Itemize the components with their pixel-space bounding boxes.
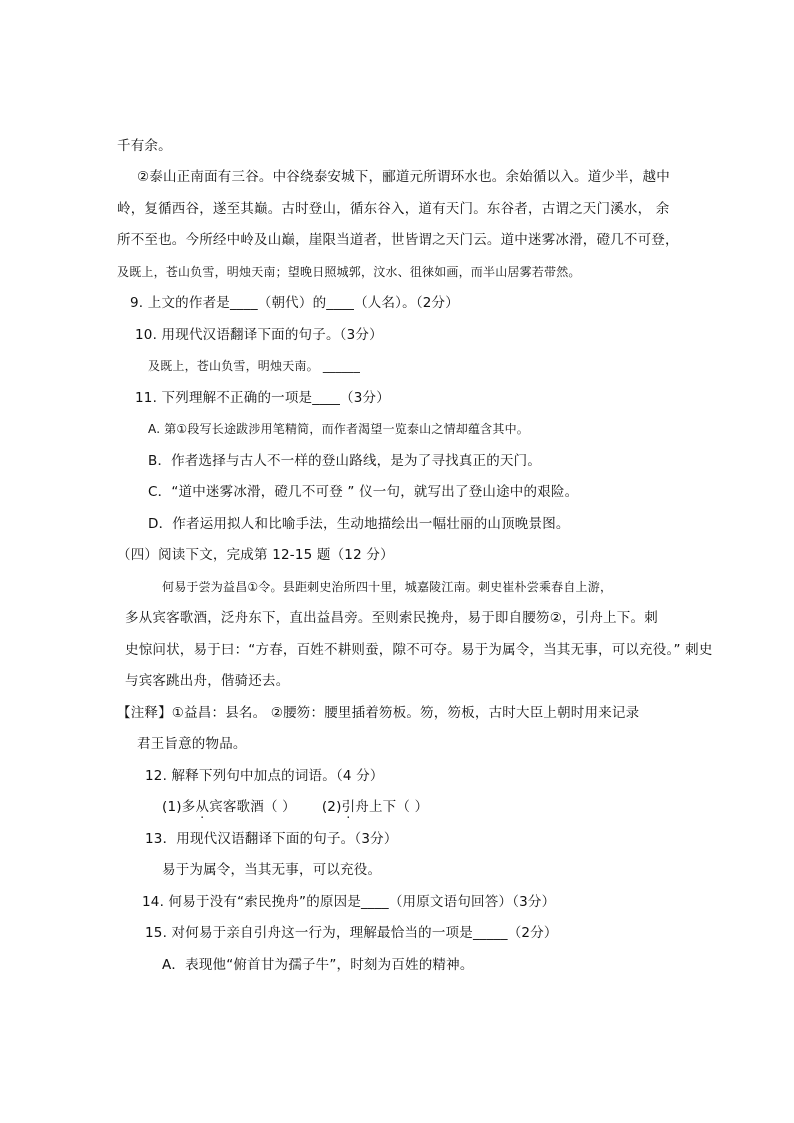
passage-2-line-2: 多从宾客歌酒，泛舟东下，直出益昌旁。至则索民挽舟，易于即自腰笏②，引舟上下。刺 [125,610,658,626]
question-9: 9. 上文的作者是____（朝代）的____（人名）。（2分） [130,295,459,311]
question-13: 13．用现代汉语翻译下面的句子。（3分） [145,831,398,847]
item-2-prefix: (2) [321,799,342,815]
passage-2-line-4: 与宾客跳出舟，偕骑还去。 [125,673,290,689]
question-11-option-c: C．“道中迷雾冰滑，磴几不可登 ” 仪一句，就写出了登山途中的艰险。 [148,484,579,500]
question-15-option-a: A．表现他“俯首甘为孺子牛”，时刻为百姓的精神。 [162,957,474,973]
question-11-option-b: B．作者选择与古人不一样的登山路线，是为了寻找真正的天门。 [148,453,542,469]
item-1-suffix: 宾客歌酒（ ） [209,799,296,815]
dotted-char-1: 从 [195,799,210,815]
passage-line-1: 千有余。 [117,138,172,154]
question-15: 15. 对何易于亲自引舟这一行为，理解最恰当的一项是_____（2分） [145,925,558,941]
annotation-line-1: 【注释】①益昌：县名。 ②腰笏：腰里插着笏板。笏，笏板，古时大臣上朝时用来记录 [117,705,640,721]
annotation-line-2: 君王旨意的物品。 [137,736,247,752]
question-12-items [162,797,428,817]
passage-line-3: 岭，复循西谷，遂至其巅。古时登山，循东谷入，道有天门。东谷者，古谓之天门溪水， 余 [117,201,670,217]
question-14: 14. 何易于没有“索民挽舟”的原因是____（用原文语句回答）（3分） [142,894,556,910]
question-10-sentence: 及既上，苍山负雪，明烛天南。 ______ [148,359,361,373]
item-2-suffix: 舟上下（ ） [355,799,429,815]
question-12: 12. 解释下列句中加点的词语。（4 分） [145,768,384,784]
question-11: 11. 下列理解不正确的一项是____（3分） [135,390,390,406]
passage-2-line-1: 何易于尝为益昌①令。县距刺史治所四十里，城嘉陵江南。刺史崔朴尝乘春自上游， [162,580,613,594]
passage-line-5: 及既上，苍山负雪，明烛天南；望晚日照城郭，汶水、徂徕如画，而半山居雾若带然。 [117,265,581,279]
section-4-heading: （四）阅读下文，完成第 12-15 题（12 分） [117,547,394,563]
passage-line-4: 所不至也。今所经中岭及山巅，崖限当道者，世皆谓之天门云。道中迷雾冰滑，磴几不可登， [117,232,679,248]
passage-line-2: ②泰山正南面有三谷。中谷绕泰安城下，郦道元所谓环水也。余始循以入。道少半，越中 [137,169,670,185]
item-1-prefix: (1)多 [162,799,196,815]
dotted-char-2: 引 [341,799,356,815]
question-11-option-d: D．作者运用拟人和比喻手法，生动地描绘出一幅壮丽的山顶晚景图。 [148,516,570,532]
question-10: 10. 用现代汉语翻译下面的句子。（3分） [135,327,383,343]
passage-2-line-3: 史惊问状，易于曰：“方春，百姓不耕则蚕，隙不可夺。易于为属令，当其无事，可以充役。” 刺史 [125,642,713,658]
question-13-sentence: 易于为属令，当其无事，可以充役。 [162,862,382,878]
question-11-option-a: A. 第①段写长途跋涉用笔精简，而作者渴望一览泰山之情却蕴含其中。 [148,422,529,436]
